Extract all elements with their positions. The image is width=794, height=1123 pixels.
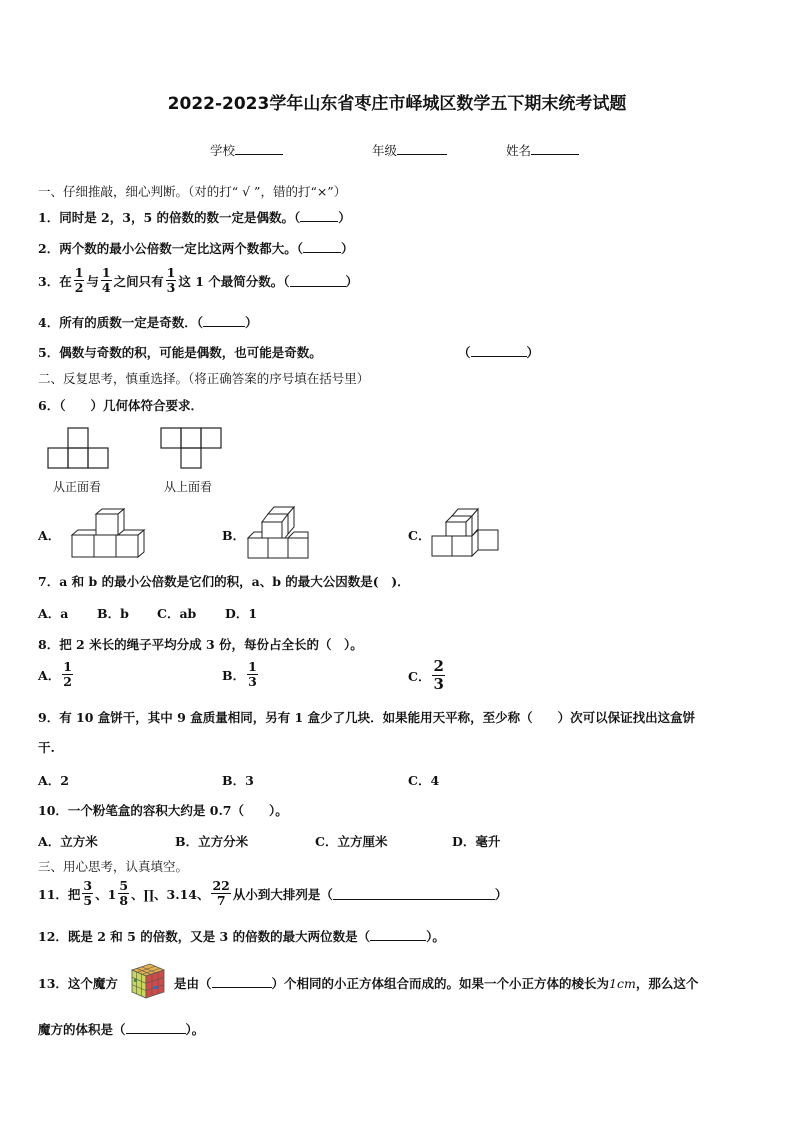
question-1: 1．同时是 2，3，5 的倍数的数一定是偶数。（ ） — [38, 210, 351, 225]
front-view-caption: 从正面看 — [53, 480, 102, 494]
q10-option-a[interactable]: A．立方米 — [38, 834, 98, 849]
school-blank[interactable] — [235, 142, 283, 155]
name-label: 姓名 — [506, 143, 532, 158]
fraction: $\frac{2}{3}$ — [433, 657, 444, 693]
question-9-line-1: 9．有 10 盒饼干，其中 9 盒质量相同，另有 1 盒少了几块．如果能用天平称，至少称（ ）次可以保证找出这盒饼 — [38, 710, 696, 725]
q7-option-c[interactable]: C．ab — [157, 606, 197, 621]
q9-option-c[interactable]: C．4 — [408, 773, 440, 788]
question-10: 10．一个粉笔盒的容积大约是 0.7（ ）。 — [38, 803, 288, 818]
top-view-figure — [161, 428, 221, 468]
top-view-caption: 从上面看 — [164, 480, 213, 494]
name-blank[interactable] — [531, 142, 579, 155]
q10-option-b[interactable]: B．立方分米 — [175, 834, 249, 849]
q8-option-c[interactable]: C． $\frac{2}{3}$ — [408, 657, 444, 693]
answer-blank[interactable] — [471, 344, 527, 357]
school-field[interactable] — [210, 141, 283, 159]
fraction: $\frac{3}{5}$ — [83, 878, 93, 908]
fraction: $\frac{1}{3}$ — [248, 659, 257, 689]
front-view-figure — [48, 428, 108, 468]
question-9-line-2: 干. — [38, 740, 55, 755]
answer-blank[interactable] — [300, 209, 338, 222]
section-2-heading: 二、反复思考，慎重选择。（将正确答案的序号填在括号里） — [38, 371, 370, 386]
answer-blank[interactable] — [203, 314, 245, 327]
question-6: 6．（ ）几何体符合要求． — [38, 398, 203, 413]
q9-option-a[interactable]: A．2 — [38, 773, 69, 788]
fraction: $\frac{22}{7}$ — [212, 878, 230, 908]
q6-option-b[interactable]: B． — [222, 528, 246, 543]
page-title: 2022-2023学年山东省枣庄市峄城区数学五下期末统考试题 — [167, 94, 627, 114]
question-13-line-1: 是由（ ）个相同的小正方体组合而成的。如果一个小正方体的棱长为1cm，那么这个 — [174, 976, 699, 991]
fraction: $\frac{1}{4}$ — [101, 265, 111, 295]
fraction: $\frac{1}{2}$ — [63, 659, 72, 689]
question-11: 11．把 $\frac{3}{5}$ 、1 $\frac{5}{8}$ 、∏、3.14、 $\frac{22}{7}$ 从小到大排列是（ ） — [38, 878, 508, 908]
answer-blank[interactable] — [212, 975, 272, 988]
fraction: $\frac{5}{8}$ — [119, 878, 129, 908]
grade-blank[interactable] — [397, 142, 447, 155]
answer-blank[interactable] — [303, 240, 341, 253]
section-3-heading: 三、用心思考，认真填空。 — [38, 859, 189, 874]
q6-option-b-figure[interactable] — [248, 508, 310, 560]
fraction: $\frac{1}{2}$ — [74, 265, 84, 295]
question-12: 12．既是 2 和 5 的倍数，又是 3 的倍数的最大两位数是（ ）。 — [38, 929, 445, 944]
question-7: 7．a 和 b 的最小公倍数是它们的积，a、b 的最大公因数是( )． — [38, 574, 410, 589]
answer-blank[interactable] — [333, 887, 495, 900]
q6-option-a[interactable]: A． — [38, 528, 61, 543]
question-3: 3．在 $\frac{1}{2}$ 与 $\frac{1}{4}$ 之间只有 $\frac{1}{3}$ 这 1 个最简分数。（ ） — [38, 265, 359, 295]
q6-option-c-figure[interactable] — [432, 508, 500, 558]
q6-option-c[interactable]: C． — [408, 528, 431, 543]
name-field[interactable] — [506, 141, 579, 159]
fraction: $\frac{1}{3}$ — [166, 265, 176, 295]
question-13-prefix: 13．这个魔方 — [38, 976, 118, 991]
q7-option-b[interactable]: B．b — [97, 606, 129, 621]
q10-option-c[interactable]: C．立方厘米 — [315, 834, 388, 849]
q8-option-b[interactable]: B． $\frac{1}{3}$ — [222, 659, 257, 689]
school-label: 学校 — [210, 143, 236, 158]
q6-option-a-figure[interactable] — [72, 510, 144, 560]
answer-blank[interactable] — [370, 928, 426, 941]
answer-blank[interactable] — [126, 1021, 186, 1034]
rubiks-cube-image — [130, 962, 166, 1000]
q10-option-d[interactable]: D．毫升 — [452, 834, 501, 849]
question-13-line-2: 魔方的体积是（ ）。 — [38, 1022, 205, 1037]
question-4: 4．所有的质数一定是奇数．（ ） — [38, 315, 258, 330]
unit-text: 1cm — [609, 976, 636, 991]
q7-option-d[interactable]: D．1 — [225, 606, 258, 621]
question-5: 5．偶数与奇数的积，可能是偶数，也可能是奇数。 — [38, 345, 322, 360]
section-1-heading: 一、仔细推敲，细心判断。（对的打“ √ ”，错的打“×”） — [38, 184, 347, 199]
q8-option-a[interactable]: A． $\frac{1}{2}$ — [38, 659, 72, 689]
grade-field[interactable] — [372, 141, 447, 159]
answer-blank[interactable] — [290, 274, 346, 287]
q9-option-b[interactable]: B．3 — [222, 773, 254, 788]
grade-label: 年级 — [372, 143, 398, 158]
question-8: 8．把 2 米长的绳子平均分成 3 份，每份占全长的（ ）。 — [38, 637, 363, 652]
q7-option-a[interactable]: A．a — [38, 606, 69, 621]
question-2: 2．两个数的最小公倍数一定比这两个数都大。（ ） — [38, 241, 354, 256]
question-5-answer: （ ） — [458, 345, 540, 360]
